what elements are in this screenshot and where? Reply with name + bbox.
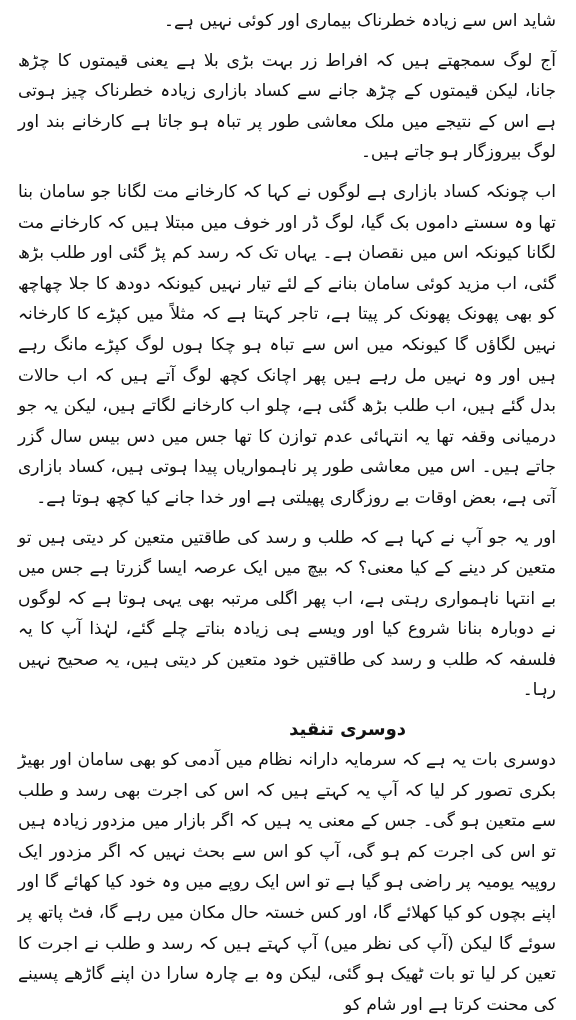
paragraph: دوسری بات یہ ہے کہ سرمایہ دارانہ نظام میں آدمی کو بھی سامان اور بھیڑ بکری تصور کر لیا کہ آپ یہ کہتے ہیں کہ اس کی اجرت بھی رسد و طلب سے متعین ہو گی۔ جس کے معنی یہ ہیں کہ اگر بازار میں مزدور زیادہ ہیں تو اس کی اجرت کم ہو گی، آپ کو اس سے بحث نہیں کہ اگر مزدور ایک روپیہ یومیہ پر راضی ہو گیا ہے تو اس ایک روپے میں وہ خود کیا کھائے گا اور اپنے بچوں کو کیا کھلائے گا، اور کس خستہ حال مکان میں رہے گا، فٹ پاتھ پر سوئے گا لیکن (آپ کی نظر میں) آپ کہتے ہیں کہ رسد و طلب نے اجرت کا تعین کر لیا تو بات ٹھیک ہو گئی، لیکن وہ بے چارہ سارا دن اپنے گاڑھے پسینے کی محنت کرتا ہے اور شام کو — [18, 750, 556, 1015]
section-heading: دوسری تنقید — [289, 719, 406, 741]
paragraph: شاید اس سے زیادہ خطرناک بیماری اور کوئی نہیں ہے۔ — [164, 11, 556, 31]
paragraph: اب چونکہ کساد بازاری ہے لوگوں نے کہا کہ کارخانے مت لگانا جو سامان بنا تھا وہ سستے داموں بک گیا، لوگ ڈر اور خوف میں مبتلا ہیں کہ کارخانے مت لگانا کیونکہ اس میں نقصان ہے۔ یہاں تک کہ رسد کم پڑ گئی اور طلب بڑھ گئی، اب مزید کوئی سامان بنانے کے لئے تیار نہیں کیونکہ دودھ کا جلا چھاچھ کو بھی پھونک پھونک کر پیتا ہے، تاجر کہتا ہے کہ مثلاً میں کپڑے کا کارخانہ نہیں لگاؤں گا کیونکہ میں اس سے تباہ ہو چکا ہوں لوگ کپڑے مانگ رہے ہیں اور وہ نہیں مل رہے ہیں پھر اچانک کچھ لوگ آتے ہیں کہ اب حالات بدل گئے ہیں، اب طلب بڑھ گئی ہے، چلو اب کارخانے لگاتے ہیں، لیکن یہ جو درمیانی وقفہ تھا یہ انتہائی عدم توازن کا تھا جس میں دس بیس سال گزر جاتے ہیں۔ اس میں معاشی طور پر ناہمواریاں پیدا ہوتی ہیں، کساد بازاری آتی ہے، بعض اوقات بے روزگاری پھیلتی ہے اور خدا جانے کیا کچھ ہوتا ہے۔ — [18, 181, 556, 508]
paragraph: آج لوگ سمجھتے ہیں کہ افراط زر بہت بڑی بلا ہے یعنی قیمتوں کا چڑھ جانا، لیکن قیمتوں کے چڑھ جانے سے کساد بازاری زیادہ خطرناک چیز ہوتی ہے اس کے نتیجے میں ملک معاشی طور پر تباہ ہو جاتا ہے کارخانے بند اور لوگ بیروزگار ہو جاتے ہیں۔ — [18, 50, 556, 163]
paragraph: اور یہ جو آپ نے کہا ہے کہ طلب و رسد کی طاقتیں متعین کر دیتی ہیں تو متعین کر دینے کے کیا معنی؟ کہ بیچ میں ایک عرصہ ایسا گزرتا ہے جس میں بے انتہا ناہمواری رہتی ہے، اب پھر اگلی مرتبہ بھی یہی ہوتا ہے کہ لوگوں نے دوبارہ بنانا شروع کیا اور ویسے ہی زیادہ بناتے چلے گئے، لہٰذا آپ کا یہ فلسفہ کہ طلب و رسد کی طاقتیں خود متعین کر دیتی ہیں، یہ صحیح نہیں رہا۔ — [18, 527, 556, 701]
section-heading-wrap — [18, 715, 556, 745]
